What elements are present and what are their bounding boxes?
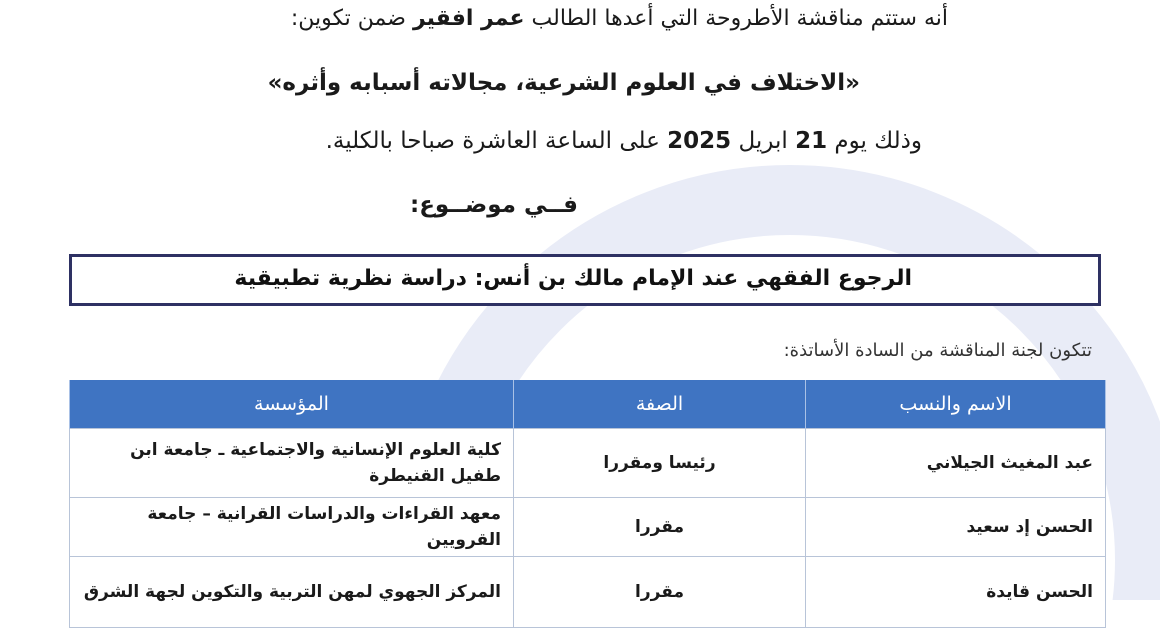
date-day: 21 — [795, 128, 828, 154]
subject-label: فــي موضــوع: — [410, 192, 578, 218]
member-role: مقررا — [514, 557, 806, 628]
program-title: «الاختلاف في العلوم الشرعية، مجالاته أسبابه وأثره» — [267, 70, 860, 96]
member-name: عبد المغيث الجيلاني — [806, 429, 1106, 498]
table-row — [70, 429, 1106, 498]
committee-table — [69, 380, 1106, 628]
date-month: ابريل — [731, 128, 796, 154]
member-name: الحسن قايدة — [806, 557, 1106, 628]
table-row — [70, 498, 1106, 557]
member-name: الحسن إد سعيد — [806, 498, 1106, 557]
date-line — [326, 128, 922, 154]
intro-after: ضمن تكوين: — [290, 6, 413, 31]
date-after: على الساعة العاشرة صباحا بالكلية. — [325, 128, 668, 154]
date-year: 2025 — [667, 128, 732, 154]
header-role: الصفة — [514, 380, 806, 429]
thesis-topic: الرجوع الفقهي عند الإمام مالك بن أنس: دراسة نظرية تطبيقية — [234, 266, 912, 291]
date-before: وذلك يوم — [827, 128, 922, 154]
member-role: مقررا — [514, 498, 806, 557]
table-header-row — [70, 380, 1106, 429]
member-institution: كلية العلوم الإنسانية والاجتماعية ـ جامعة ابن طفيل القنيطرة — [70, 429, 514, 498]
student-name: عمر افقير — [412, 6, 525, 31]
member-institution: المركز الجهوي لمهن التربية والتكوين لجهة الشرق — [70, 557, 514, 628]
intro-before: أنه ستتم مناقشة الأطروحة التي أعدها الطالب — [524, 6, 948, 31]
table-row — [70, 557, 1106, 628]
topic-box — [69, 254, 1101, 306]
header-institution: المؤسسة — [70, 380, 514, 429]
header-name: الاسم والنسب — [806, 380, 1106, 429]
intro-line — [291, 6, 948, 31]
committee-intro: تتكون لجنة المناقشة من السادة الأساتذة: — [783, 340, 1092, 361]
member-role: رئيسا ومقررا — [514, 429, 806, 498]
member-institution: معهد القراءات والدراسات القرانية – جامعة القرويين — [70, 498, 514, 557]
